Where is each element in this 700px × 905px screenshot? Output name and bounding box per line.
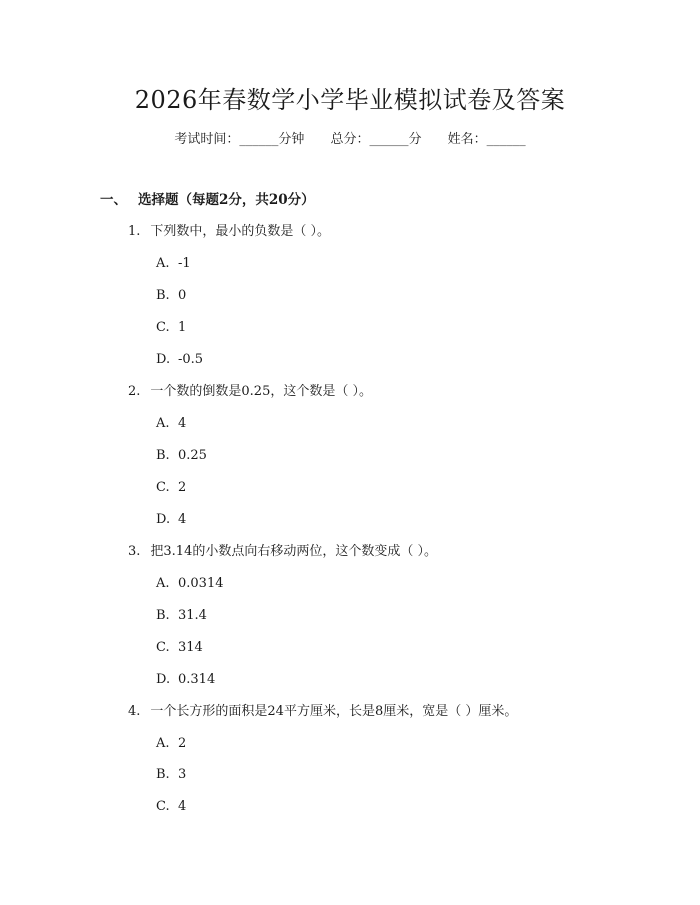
option-label: B. [156, 448, 170, 463]
question [128, 540, 437, 564]
option-label: A. [156, 416, 170, 431]
option [156, 636, 203, 660]
option [156, 795, 186, 819]
question-number: 3. [128, 544, 141, 559]
option-label: A. [156, 576, 170, 591]
option-text: 2 [178, 736, 187, 751]
option [156, 763, 186, 787]
option-label: C. [156, 320, 170, 335]
option-text: 0 [178, 288, 187, 303]
option [156, 508, 186, 532]
question-number: 1. [128, 224, 141, 239]
option [156, 476, 186, 500]
option-text: 314 [178, 640, 203, 655]
question-number: 4. [128, 704, 141, 719]
question [128, 700, 517, 724]
option [156, 348, 203, 372]
option-label: B. [156, 608, 170, 623]
option-text: 1 [178, 320, 187, 335]
option [156, 732, 186, 756]
question-text: 下列数中，最小的负数是（ ）。 [150, 224, 331, 239]
option-text: 4 [178, 799, 187, 814]
option [156, 284, 186, 308]
option [156, 572, 224, 596]
section-heading [100, 188, 315, 212]
option-text: 2 [178, 480, 187, 495]
question-text: 一个长方形的面积是24平方厘米，长是8厘米，宽是（ ）厘米。 [150, 704, 518, 719]
option-label: B. [156, 767, 170, 782]
option [156, 668, 215, 692]
option-text: 3 [178, 767, 187, 782]
option-text: -0.5 [178, 352, 204, 367]
option [156, 604, 207, 628]
question-text: 把3.14的小数点向右移动两位，这个数变成（ ）。 [150, 544, 437, 559]
option-text: 4 [178, 512, 187, 527]
option [156, 444, 207, 468]
question-number: 2. [128, 384, 141, 399]
option [156, 252, 191, 276]
option-label: A. [156, 256, 170, 271]
option-text: 0.0314 [178, 576, 224, 591]
option [156, 412, 186, 436]
option-text: 31.4 [178, 608, 207, 623]
option-label: A. [156, 736, 170, 751]
question [128, 220, 330, 244]
option-label: C. [156, 480, 170, 495]
section-number: 一、 [100, 192, 127, 208]
page-title: 2026年春数学小学毕业模拟试卷及答案 [134, 86, 566, 114]
option-text: 4 [178, 416, 187, 431]
option-label: C. [156, 799, 170, 814]
question [128, 380, 372, 404]
option-label: D. [156, 352, 171, 367]
question-text: 一个数的倒数是0.25，这个数是（ ）。 [150, 384, 372, 399]
section-title: 选择题（每题2分，共20分） [138, 192, 315, 208]
option-text: 0.25 [178, 448, 207, 463]
option-label: C. [156, 640, 170, 655]
option-label: D. [156, 672, 171, 687]
total-score-field: 总分：______分 [330, 132, 422, 147]
exam-time-field: 考试时间：______分钟 [174, 132, 305, 147]
option-text: 0.314 [178, 672, 216, 687]
option-label: D. [156, 512, 171, 527]
option [156, 316, 186, 340]
option-label: B. [156, 288, 170, 303]
option-text: -1 [178, 256, 191, 271]
student-name-field: 姓名：______ [447, 132, 526, 147]
exam-info-line [0, 128, 700, 152]
